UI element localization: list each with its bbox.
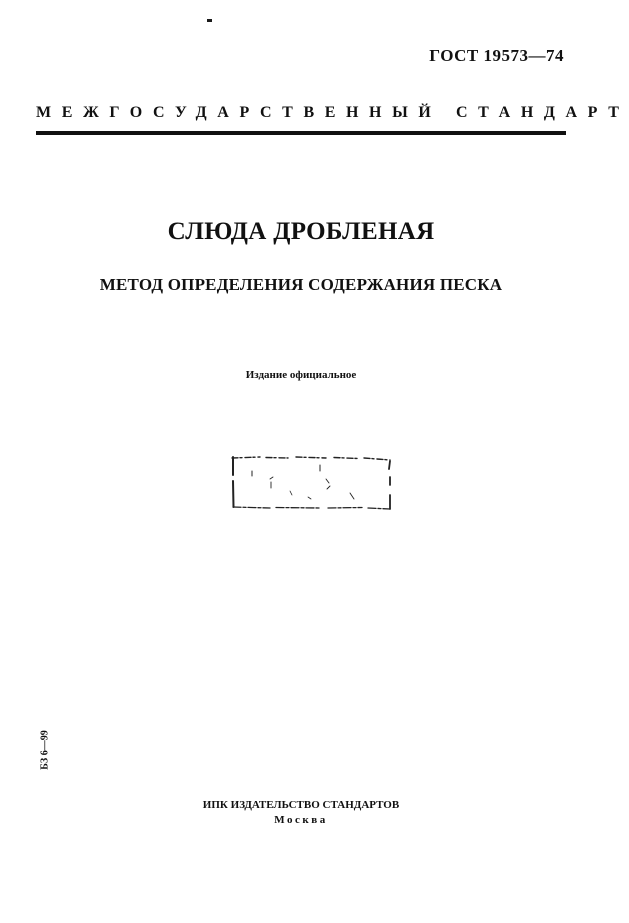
scan-speck [207, 19, 212, 22]
header-rule [36, 131, 566, 135]
stamp-mark [230, 455, 392, 510]
document-subtitle: МЕТОД ОПРЕДЕЛЕНИЯ СОДЕРЖАНИЯ ПЕСКА [99, 275, 503, 294]
spine-code-text: БЗ 6—99 [39, 730, 51, 770]
document-number: ГОСТ 19573—74 [429, 46, 564, 65]
spine-code [37, 725, 53, 775]
standard-type-heading: МЕЖГОСУДАРСТВЕННЫЙ СТАНДАРТ [36, 104, 629, 121]
publisher-name: ИПК ИЗДАТЕЛЬСТВО СТАНДАРТОВ [202, 799, 400, 811]
edition-label: Издание официальное [245, 369, 357, 381]
document-title: СЛЮДА ДРОБЛЕНАЯ [167, 218, 435, 245]
publisher-city: Москва [274, 814, 328, 826]
